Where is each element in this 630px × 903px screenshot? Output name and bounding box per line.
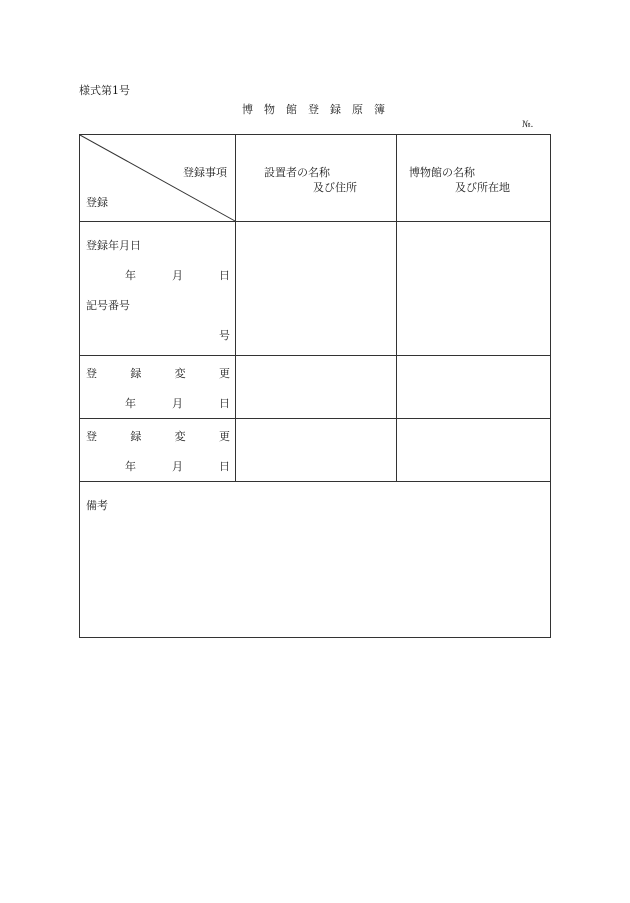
change-row-1-day: 日 <box>219 397 230 410</box>
registration-number-suffix: 号 <box>219 329 230 342</box>
number-label: №. <box>522 120 534 130</box>
header-registration: 登録 <box>86 196 108 209</box>
header-founder-name: 設置者の名称 <box>264 166 330 179</box>
change-row-1-month: 月 <box>172 397 183 410</box>
change-row-2-label <box>86 428 230 444</box>
registration-month: 月 <box>172 269 183 282</box>
header-museum-location: 及び所在地 <box>455 181 510 194</box>
change-char: 登 <box>86 367 97 380</box>
registration-day: 日 <box>219 269 230 282</box>
change-row-2-year: 年 <box>125 460 136 473</box>
header-museum-name: 博物館の名称 <box>409 166 475 179</box>
change-char: 更 <box>218 430 230 443</box>
change-row-1-year: 年 <box>125 397 136 410</box>
change-char: 登 <box>86 430 97 443</box>
row-divider-2 <box>80 355 550 356</box>
remarks-label: 備考 <box>86 499 108 512</box>
change-char: 更 <box>218 367 230 380</box>
row-divider-4 <box>80 481 550 482</box>
change-row-2-day: 日 <box>219 460 230 473</box>
header-founder-address: 及び住所 <box>313 181 357 194</box>
change-row-2-month: 月 <box>172 460 183 473</box>
registration-date-label: 登録年月日 <box>86 239 141 252</box>
change-char: 変 <box>174 367 186 380</box>
form-number: 様式第1号 <box>79 84 130 97</box>
change-row-1-label <box>86 365 230 381</box>
change-char: 録 <box>130 367 142 380</box>
column-divider-2 <box>396 135 397 481</box>
form-title: 博物館登録原簿 <box>242 103 396 116</box>
registry-table <box>79 134 551 638</box>
header-registration-items: 登録事項 <box>183 166 227 179</box>
row-divider-3 <box>80 418 550 419</box>
change-char: 録 <box>130 430 142 443</box>
registration-number-label: 記号番号 <box>86 299 130 312</box>
registration-year: 年 <box>125 269 136 282</box>
change-char: 変 <box>174 430 186 443</box>
